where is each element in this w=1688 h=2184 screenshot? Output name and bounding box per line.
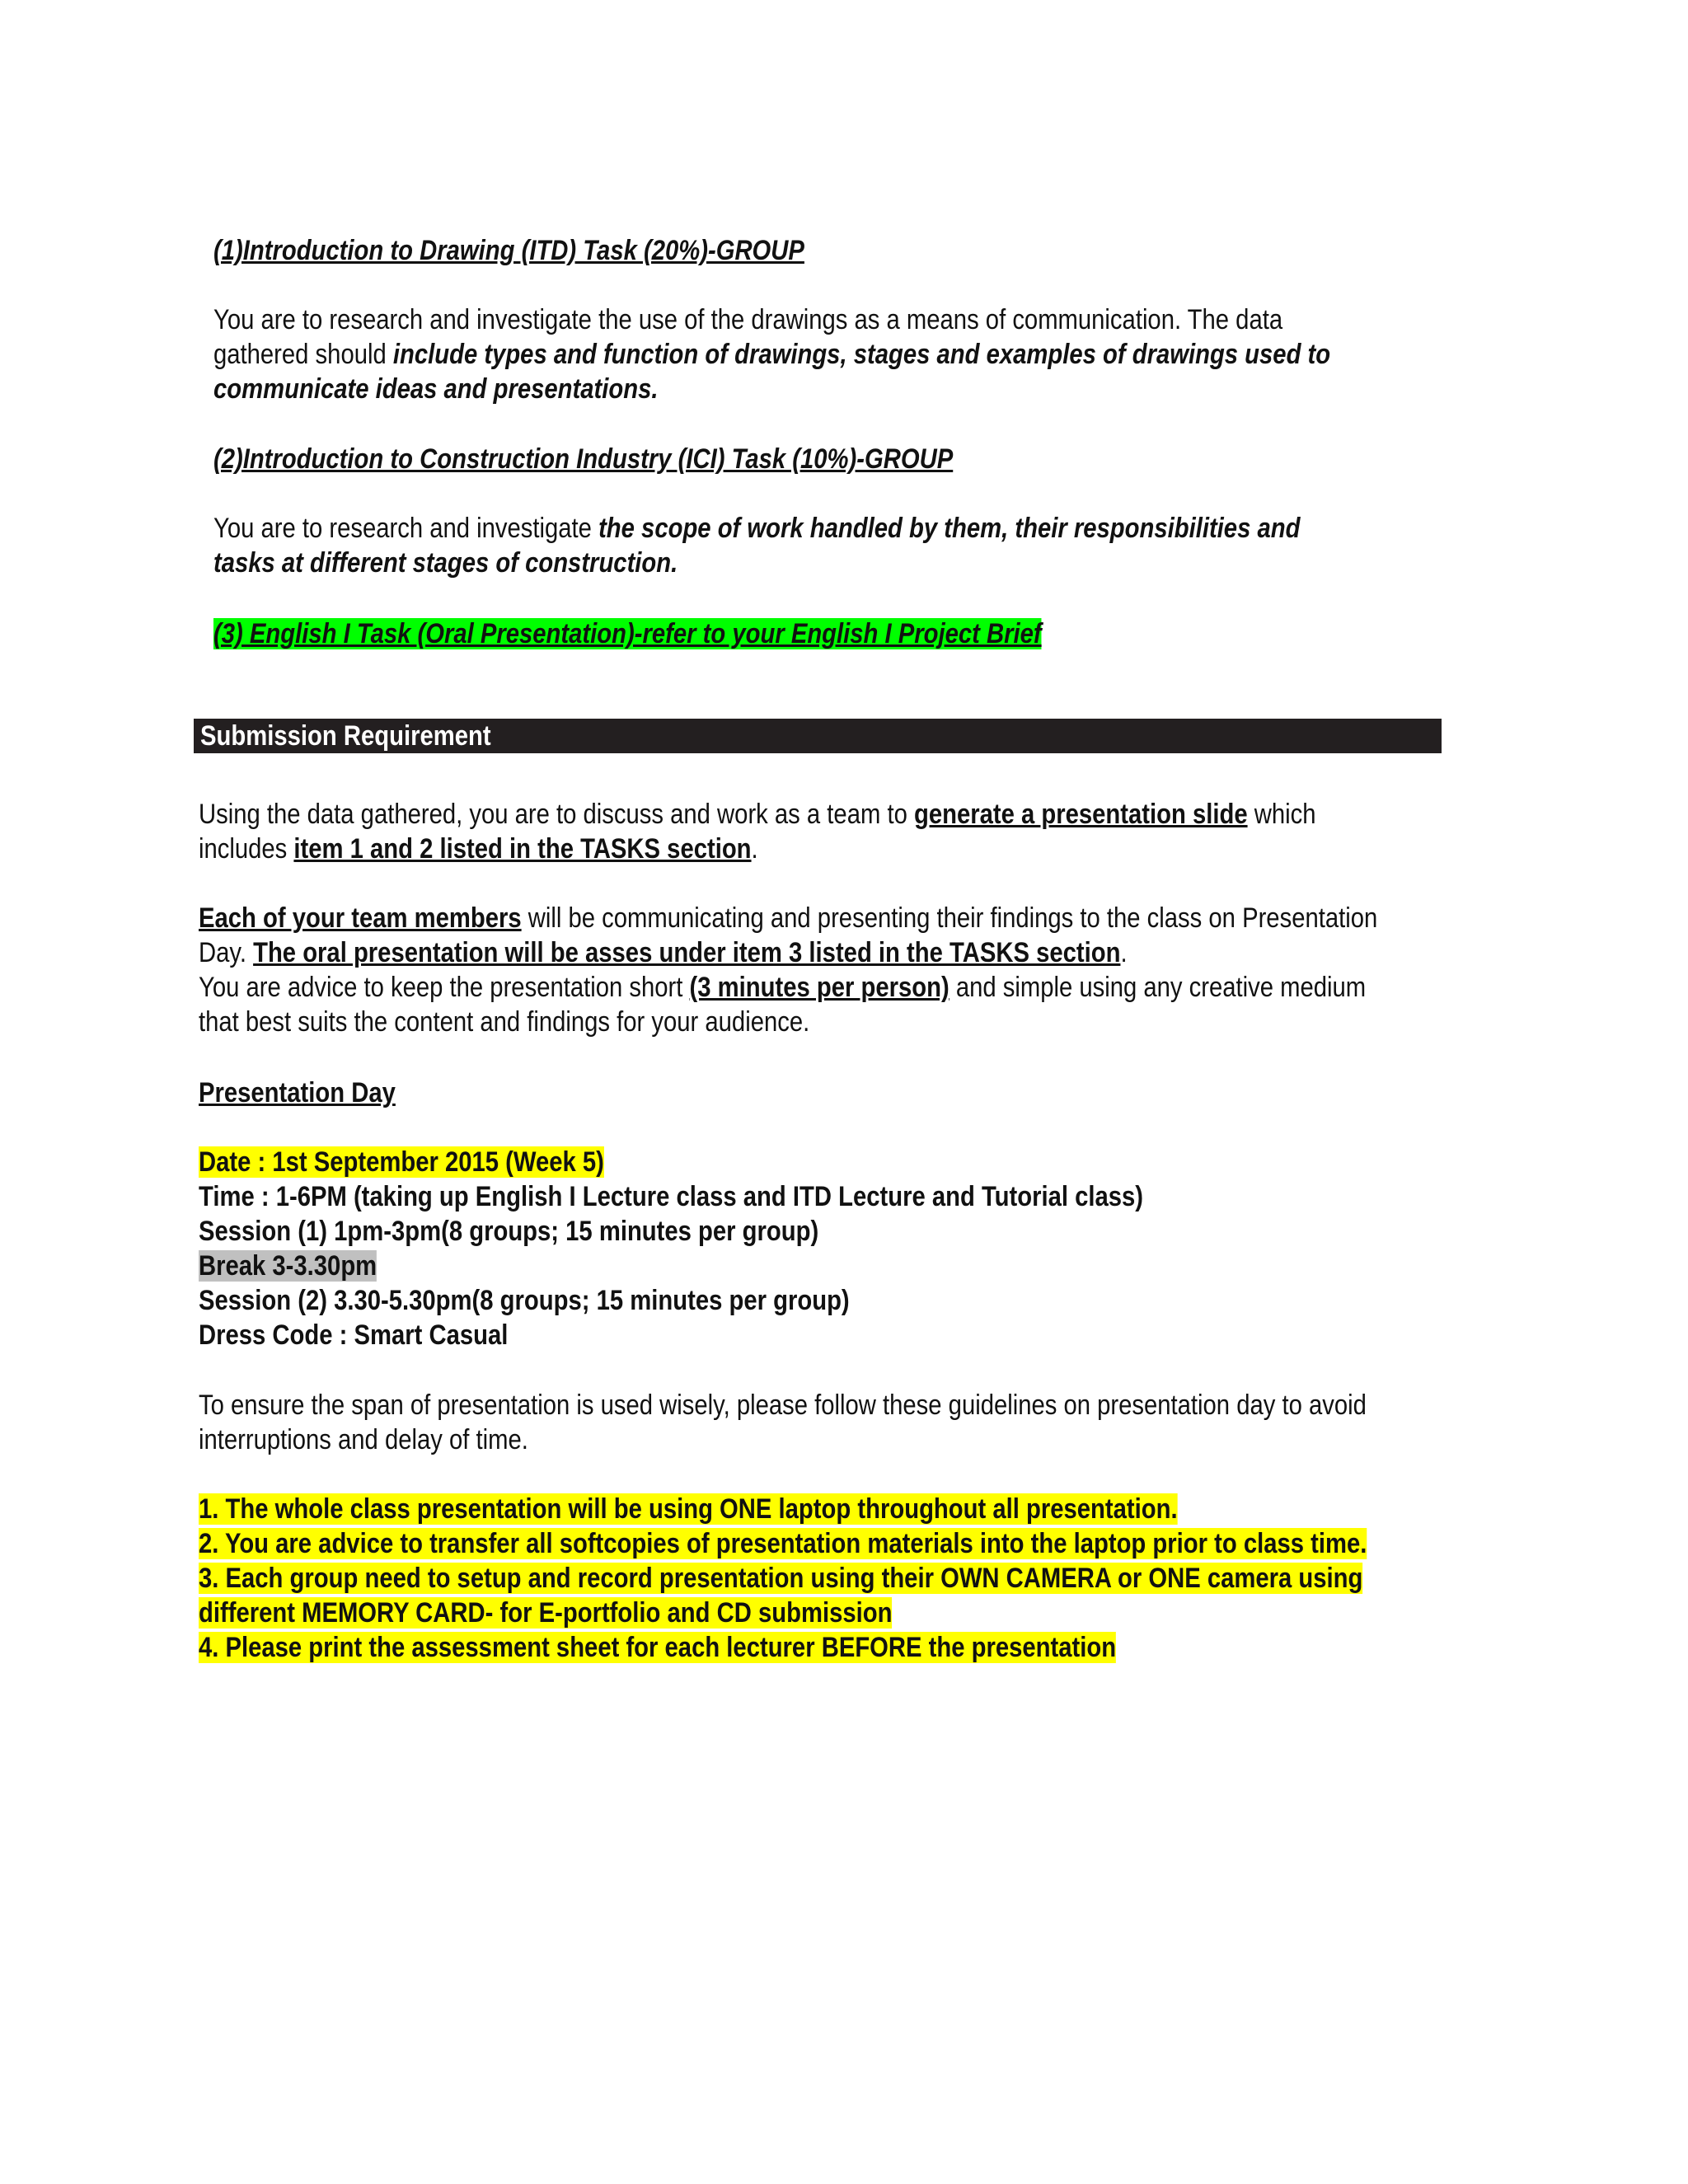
emphasis-run: generate a presentation slide [913,799,1248,830]
text-run: Using the data gathered, you are to discuss and work as a team to [199,799,914,830]
presentation-dress-code: Dress Code : Smart Casual [199,1319,509,1351]
presentation-session1: Session (1) 1pm-3pm(8 groups; 15 minutes per group) [199,1216,819,1247]
task2-text-plain: You are to research and investigate [213,513,599,544]
guideline-highlight: 1. The whole class presentation will be using ONE laptop throughout all presentation. [199,1493,1178,1525]
presentation-session2: Session (2) 3.30-5.30pm(8 groups; 15 minutes per group) [199,1285,850,1316]
submission-p2-line2 [199,935,1128,970]
emphasis-run: Each of your team members [199,902,522,934]
task2-text-emphasis: the scope of work handled by them, their responsibilities and [598,513,1301,544]
submission-p1-line1 [199,797,1315,832]
submission-p2-line4: that best suits the content and findings for your audience. [199,1006,810,1038]
guidelines-intro-line1: To ensure the span of presentation is used wisely, please follow these guidelines on presentation day to avoid [199,1390,1367,1421]
text-run: You are advice to keep the presentation short [199,972,690,1003]
guideline-item-3-line1 [199,1561,1362,1596]
submission-requirement-bar [194,719,1442,753]
text-run: includes [199,833,294,865]
text-run: which [1247,799,1316,830]
task1-text-line1: You are to research and investigate the use of the drawings as a means of communication. The data [213,304,1283,335]
guideline-item-2 [199,1526,1367,1561]
text-run: Day. [199,937,254,968]
task1-text-emphasis: include types and function of drawings, stages and examples of drawings used to [392,339,1331,370]
task1-text-line3: communicate ideas and presentations. [213,373,659,405]
task2-heading: (2)Introduction to Construction Industry (ICI) Task (10%)-GROUP [213,443,954,475]
submission-p2-line3 [199,970,1366,1005]
emphasis-run: (3 minutes per person) [689,972,950,1003]
text-run: and simple using any creative medium [949,972,1367,1003]
guideline-highlight: 2. You are advice to transfer all softcopies of presentation materials into the laptop prior to class time. [199,1528,1367,1559]
presentation-time: Time : 1-6PM (taking up English I Lecture class and ITD Lecture and Tutorial class) [199,1181,1144,1212]
task2-text-line2: tasks at different stages of construction. [213,547,678,579]
text-run: . [1120,937,1128,968]
task3-heading-highlight: (3) English I Task (Oral Presentation)-refer to your English I Project Brief [213,618,1042,649]
guideline-item-4 [199,1630,1116,1665]
task1-heading: (1)Introduction to Drawing (ITD) Task (20%)-GROUP [213,235,804,266]
presentation-break [199,1249,377,1283]
guidelines-intro-line2: interruptions and delay of time. [199,1424,528,1455]
guideline-item-3-line2 [199,1596,892,1630]
emphasis-run: The oral presentation will be asses under item 3 listed in the TASKS section [253,937,1121,968]
submission-p1-line2 [199,832,758,866]
submission-p2-line1 [199,901,1377,935]
break-highlight: Break 3-3.30pm [199,1250,377,1282]
presentation-day-heading: Presentation Day [199,1077,396,1108]
text-run: . [751,833,758,865]
task2-text-line1 [213,511,1300,546]
presentation-date [199,1145,604,1179]
guideline-highlight: 4. Please print the assessment sheet for each lecturer BEFORE the presentation [199,1632,1117,1663]
date-highlight: Date : 1st September 2015 (Week 5) [199,1146,604,1178]
guideline-highlight: different MEMORY CARD- for E-portfolio and CD submission [199,1597,893,1629]
submission-requirement-title: Submission Requirement [200,720,491,752]
task1-text-line2 [213,337,1330,372]
text-run: will be communicating and presenting their findings to the class on Presentation [521,902,1378,934]
task3-heading [213,616,1042,651]
emphasis-run: item 1 and 2 listed in the TASKS section [293,833,752,865]
task1-text-plain: gathered should [213,339,393,370]
guideline-item-1 [199,1492,1178,1526]
guideline-highlight: 3. Each group need to setup and record presentation using their OWN CAMERA or ONE camera using [199,1563,1363,1594]
